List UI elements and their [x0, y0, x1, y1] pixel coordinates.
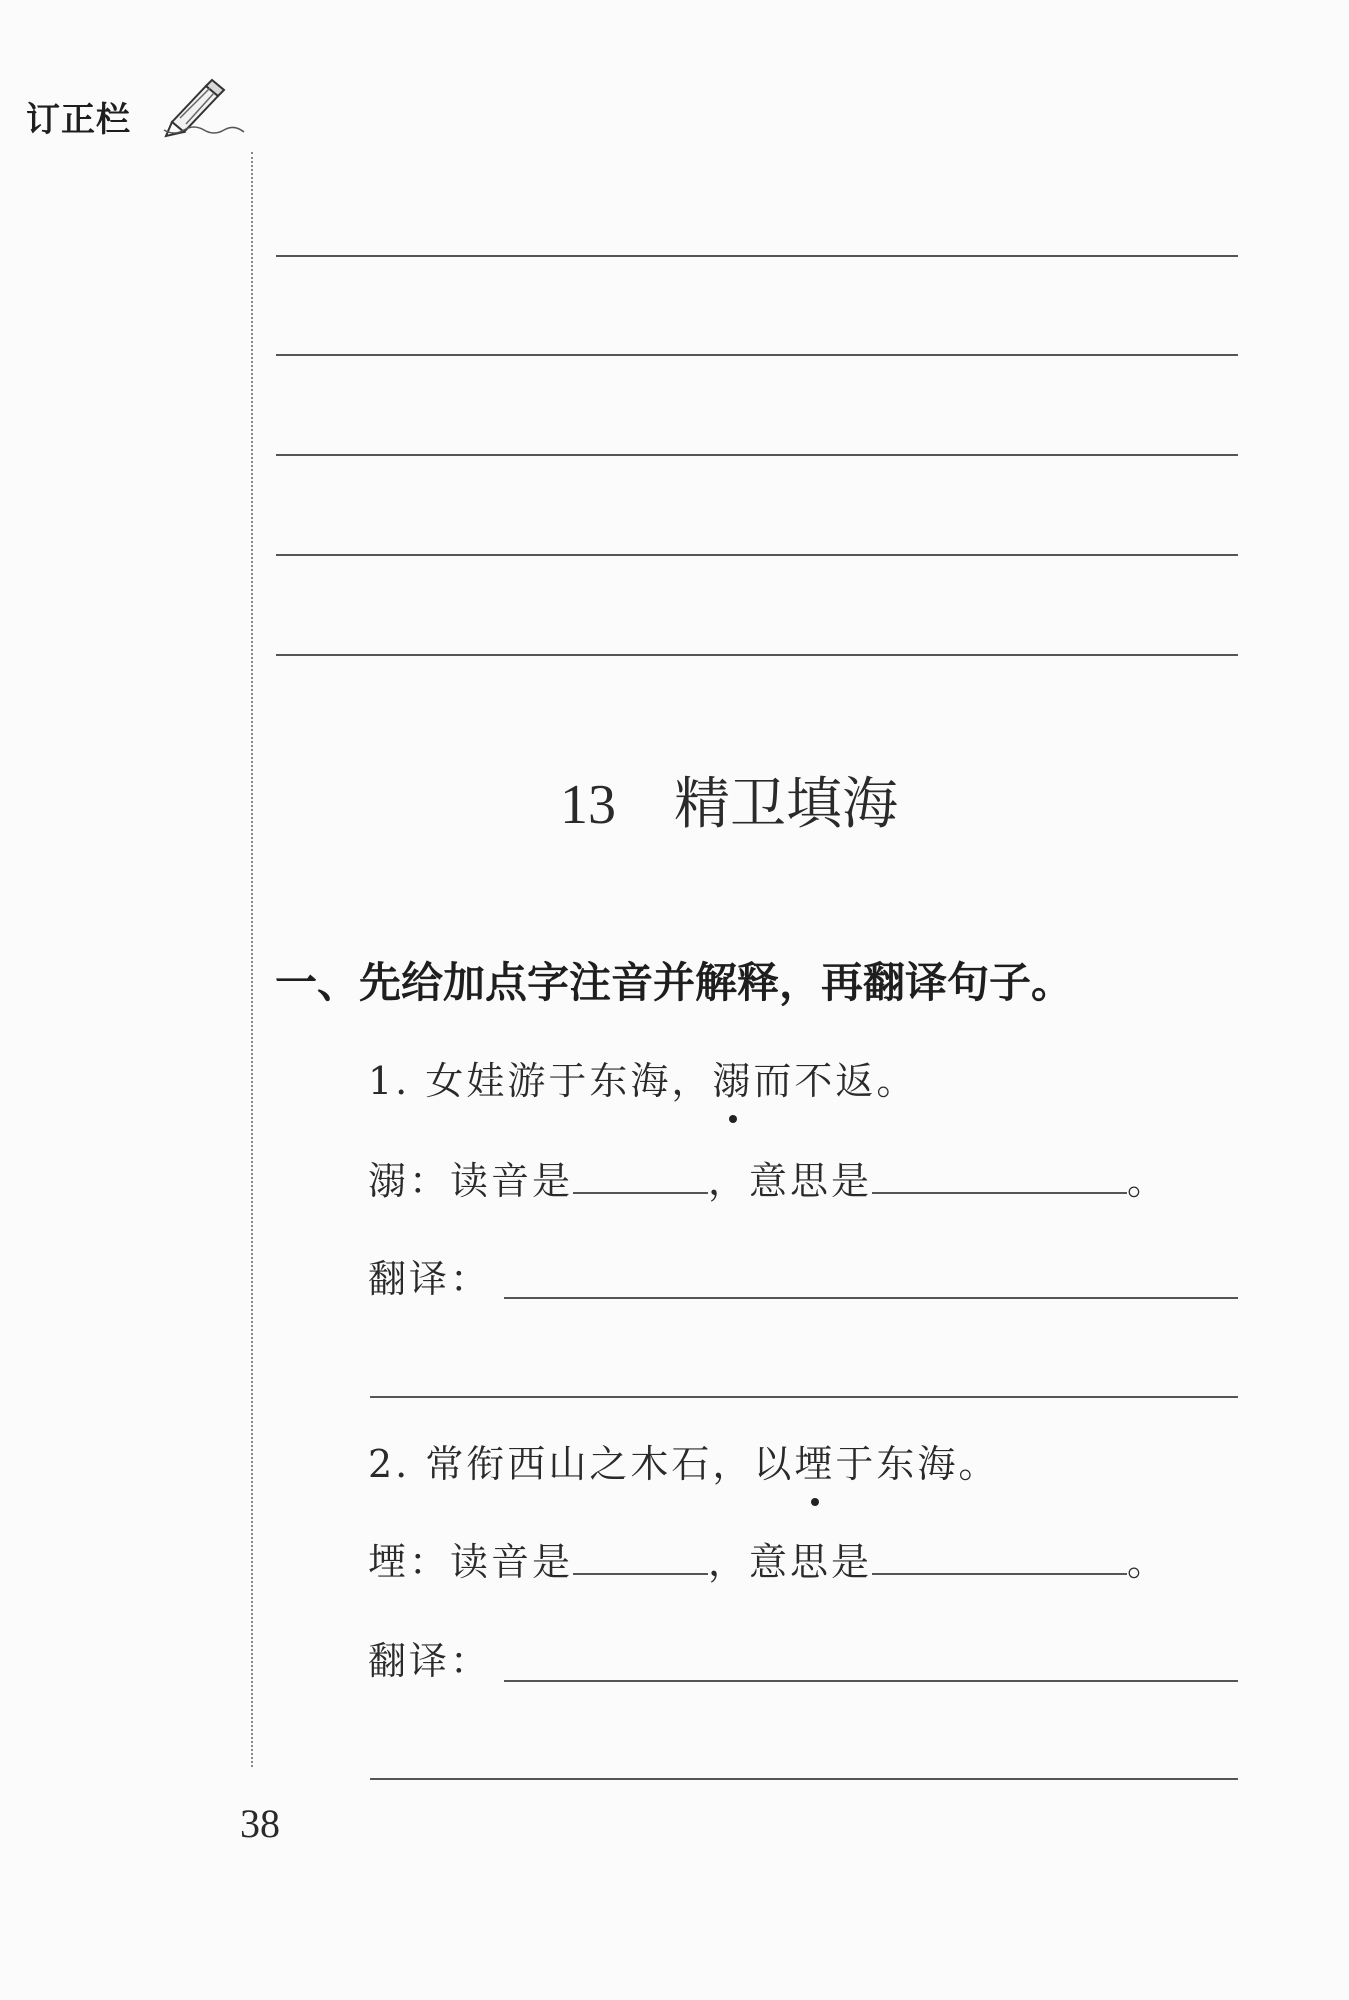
emphasis-dot [811, 1498, 819, 1506]
translation-line[interactable] [370, 1396, 1238, 1398]
translation-line[interactable] [504, 1680, 1238, 1682]
lesson-name: 精卫填海 [674, 772, 898, 837]
page-number: 38 [240, 1801, 280, 1846]
question-1-fill-row: 溺：读音是 ，意思是 。 [368, 1159, 1169, 1203]
correction-writing-line[interactable] [276, 255, 1238, 257]
meaning-blank[interactable] [872, 1543, 1127, 1575]
lesson-title [560, 760, 898, 840]
correction-writing-line[interactable] [276, 654, 1238, 656]
lesson-number: 13 [560, 774, 616, 836]
correction-column-label: 订正栏 [26, 100, 131, 140]
correction-writing-line[interactable] [276, 454, 1238, 456]
question-2-sentence: 2. 常衔西山之木石，以堙 于东海。 [368, 1433, 999, 1488]
translation-line[interactable] [504, 1297, 1238, 1299]
translation-line[interactable] [370, 1778, 1238, 1780]
emphasis-dot [729, 1115, 737, 1123]
correction-writing-line[interactable] [276, 554, 1238, 556]
pronunciation-blank[interactable] [573, 1543, 708, 1575]
meaning-blank[interactable] [872, 1162, 1127, 1194]
correction-writing-line[interactable] [276, 354, 1238, 356]
question-1-translate-label: 翻译： [368, 1257, 492, 1301]
question-2-translate-label: 翻译： [368, 1639, 492, 1683]
emphasized-char: 堙 [794, 1433, 835, 1488]
question-1-sentence: 1. 女娃游于东海，溺 而不返。 [368, 1050, 917, 1105]
section-heading: 一、先给加点字注音并解释，再翻译句子。 [275, 958, 1074, 1007]
margin-divider [251, 152, 253, 1767]
pencil-icon [160, 78, 245, 138]
pronunciation-blank[interactable] [573, 1162, 708, 1194]
question-2-fill-row: 堙：读音是 ，意思是 。 [368, 1540, 1169, 1584]
emphasized-char: 溺 [712, 1050, 753, 1105]
